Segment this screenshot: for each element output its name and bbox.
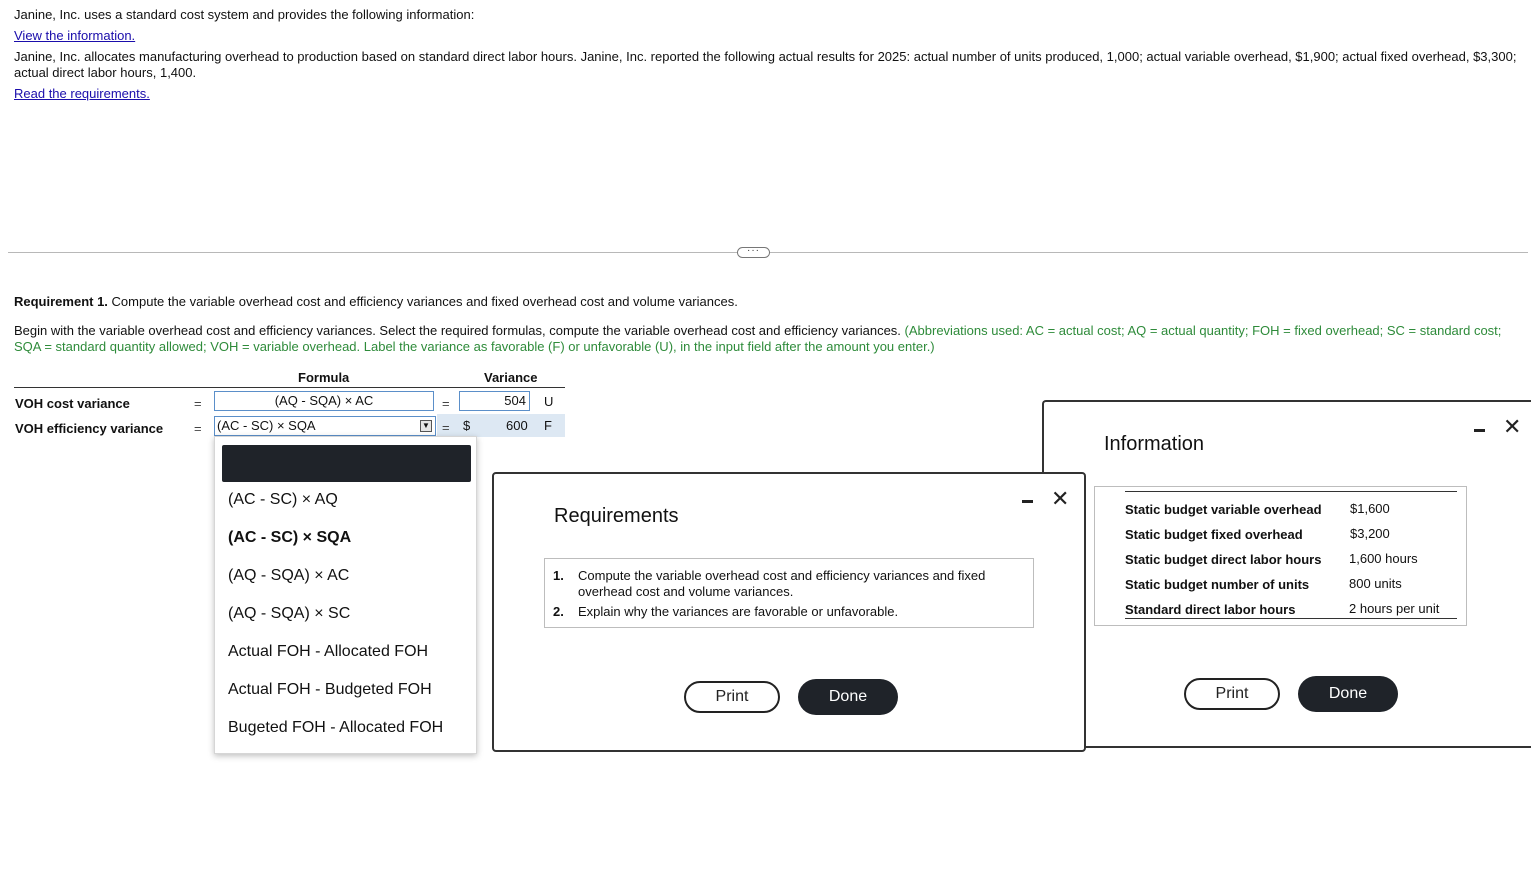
dropdown-option[interactable]: Actual FOH - Budgeted FOH <box>228 681 432 698</box>
info-value: $1,600 <box>1350 501 1390 516</box>
requirement-text: Compute the variable overhead cost and efficiency variances and fixed overhead cost and volume variances. <box>107 294 738 309</box>
dropdown-option-selected[interactable]: (AC - SC) × SQA <box>228 529 352 546</box>
header-formula: Formula <box>298 370 350 385</box>
close-icon[interactable]: ✕ <box>1503 414 1522 439</box>
divider-expand-handle[interactable]: ··· <box>737 247 770 258</box>
information-dialog-title: Information <box>1104 433 1205 455</box>
table-header-rule <box>14 387 565 388</box>
information-dialog <box>1042 400 1531 748</box>
print-button[interactable]: Print <box>1184 678 1280 710</box>
voh-efficiency-variance-label: VOH efficiency variance <box>15 421 164 436</box>
requirement-item-text: Explain why the variances are favorable or unfavorable. <box>578 604 899 619</box>
info-value: $3,200 <box>1350 526 1390 541</box>
equals-sign: = <box>194 396 202 411</box>
info-value: 2 hours per unit <box>1349 601 1440 616</box>
formula-dropdown-list[interactable] <box>214 436 477 754</box>
requirement-label: Requirement 1. <box>14 294 108 309</box>
table-top-rule <box>1125 491 1457 492</box>
dropdown-arrow-icon[interactable]: ▼ <box>420 420 432 432</box>
dropdown-option[interactable]: (AC - SC) × AQ <box>228 491 338 508</box>
header-variance: Variance <box>484 370 538 385</box>
voh-efficiency-variance-amount-input[interactable]: 600 <box>506 418 528 433</box>
instruction-line-1 <box>14 323 1501 339</box>
done-button[interactable]: Done <box>798 679 898 715</box>
print-button[interactable]: Print <box>684 681 780 713</box>
currency-symbol: $ <box>463 418 471 433</box>
read-requirements-link[interactable]: Read the requirements. <box>14 86 150 101</box>
info-label: Static budget direct labor hours <box>1125 552 1322 567</box>
equals-sign: = <box>442 396 450 411</box>
requirement-number: 1. <box>553 568 564 583</box>
voh-cost-variance-amount-input[interactable]: 504 <box>459 391 530 411</box>
requirement-item-text: Compute the variable overhead cost and efficiency variances and fixed <box>578 568 986 583</box>
info-value: 800 units <box>1349 576 1402 591</box>
close-icon[interactable]: ✕ <box>1051 486 1070 511</box>
requirements-dialog-title: Requirements <box>554 505 679 527</box>
requirements-list <box>544 558 1034 628</box>
voh-efficiency-variance-formula-select[interactable] <box>214 416 436 436</box>
equals-sign: = <box>442 420 450 435</box>
dropdown-highlight-bar[interactable] <box>222 445 471 482</box>
requirement-number: 2. <box>553 604 564 619</box>
info-label: Standard direct labor hours <box>1125 602 1296 617</box>
intro-line-1: Janine, Inc. uses a standard cost system and provides the following information: <box>14 7 475 22</box>
info-value: 1,600 hours <box>1349 551 1418 566</box>
requirements-dialog <box>492 472 1086 752</box>
intro-line-3: actual direct labor hours, 1,400. <box>14 65 197 80</box>
instruction-abbreviations: (Abbreviations used: AC = actual cost; AQ = actual quantity; FOH = fixed overhead; SC = standard cost; <box>904 323 1502 338</box>
dropdown-option[interactable]: (AQ - SQA) × AC <box>228 567 350 584</box>
table-bottom-rule <box>1125 618 1457 619</box>
requirement-heading <box>14 294 738 310</box>
dropdown-option[interactable]: (AQ - SQA) × SC <box>228 605 351 622</box>
minimize-icon[interactable] <box>1474 429 1485 432</box>
dropdown-option[interactable]: Bugeted FOH - Allocated FOH <box>228 719 444 736</box>
info-label: Static budget number of units <box>1125 577 1310 592</box>
done-button[interactable]: Done <box>1298 676 1398 712</box>
instruction-line-2: SQA = standard quantity allowed; VOH = variable overhead. Label the variance as favorable (F) or unfavorable (U), in the input field after the amount you enter.) <box>14 339 935 354</box>
info-label: Static budget variable overhead <box>1125 502 1322 517</box>
intro-line-2: Janine, Inc. allocates manufacturing overhead to production based on standard direct labor hours. Janine, Inc. reported the following actual results for 2025: actual number of units produced, 1,000; actual variable overhead, $1,900; actual fixed overhead, $3,300; <box>14 49 1517 64</box>
minimize-icon[interactable] <box>1022 500 1033 503</box>
info-label: Static budget fixed overhead <box>1125 527 1303 542</box>
selected-formula: (AC - SC) × SQA <box>217 418 316 433</box>
voh-cost-variance-label: VOH cost variance <box>15 396 130 411</box>
voh-cost-variance-formula-select[interactable]: (AQ - SQA) × AC <box>214 391 434 411</box>
voh-efficiency-variance-label-fu[interactable]: F <box>544 418 552 433</box>
requirement-item-text: overhead cost and volume variances. <box>578 584 794 599</box>
view-information-link[interactable]: View the information. <box>14 28 136 43</box>
dropdown-option[interactable]: Actual FOH - Allocated FOH <box>228 643 429 660</box>
equals-sign: = <box>194 421 202 436</box>
voh-cost-variance-label-fu[interactable]: U <box>544 394 554 409</box>
information-table <box>1094 486 1467 626</box>
instruction-text: Begin with the variable overhead cost and efficiency variances. Select the required formulas, compute the variable overhead cost and efficiency variances. <box>14 323 905 338</box>
